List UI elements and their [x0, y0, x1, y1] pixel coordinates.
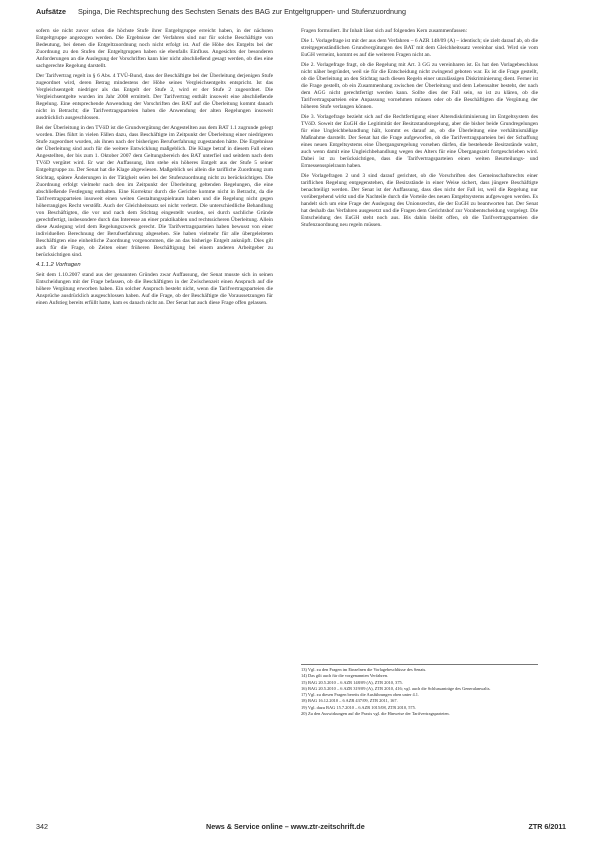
footnote: 15) BAG 20.5.2010 – 6 AZR 148/09 (A), ZTR 2010, 375. — [301, 679, 403, 685]
footnote: 13) Vgl. zu den Fragen im Einzelnen die Vorlagebeschlüsse des Senats. — [301, 667, 427, 672]
footnote: 19) Vgl. dazu BAG 15.7.2010 – 6 AZR 1015/08, ZTR 2010, 575. — [301, 704, 416, 710]
paragraph: Die 1. Vorlagefrage ist mit der aus dem Verfahren – 6 AZR 148/09 (A) – identisch; sie zielt darauf ab, ob die streitgegenständlichen Grundvergütungen des BAT mit dem Gleichheitssatz vereinbar sind. Wird sie vom EuGH verneint, kommt es auf die weiteren Fragen nicht an. — [301, 37, 538, 58]
footnote: 14) Das gilt auch für die vorgenannten Verfahren. — [301, 673, 389, 679]
left-column — [36, 28, 273, 310]
page-header — [36, 6, 566, 18]
paragraph: Der Tarifvertrag regelt in § 6 Abs. 4 TVÜ-Bund, dass der Beschäftigte bei der Überleitung derjenigen Stufe zugeordnet wird, deren Betrag mindestens der Höhe seines Vergleichsentgelts entspricht. Ist das Vergleichsentgelt niedriger als das Entgelt der Stufe 2, wird er der Stufe 2 zugeordnet. Die Vergleichsentgelte wurden im Jahr 2008 ermittelt. Der Tarifvertrag enthält insoweit eine abschließende Regelung. Eine entsprechende Anwendung der Vorschriften des BAT auf die Überleitung kommt danach nicht in Betracht; die Tarifvertragsparteien haben die Anwendung der alten Regelungen insoweit ausdrücklich ausgeschlossen. — [36, 73, 273, 122]
paragraph: Die Vorlagefragen 2 und 3 sind darauf gerichtet, ob die Vorschriften des Gemeinschaftsrechts einer tariflichen Regelung entgegenstehen, die Besitzstände in einer Weise sichert, dass jüngere Beschäftigte benachteiligt werden. Der Senat ist der Auffassung, dass dies nicht der Fall ist, weil die Regelung nur vorübergehend wirkt und die Nachteile durch die Vorteile des neuen Entgeltsystems aufgewogen werden. Es handelt sich um eine Frage der Auslegung des Unionsrechts, die der EuGH zu beantworten hat. Der Senat hat deshalb das Verfahren ausgesetzt und die Fragen dem Gerichtshof zur Vorabentscheidung vorgelegt. Die Entscheidung des EuGH steht noch aus. Bis dahin bleibt offen, ob die Tarifvertragsparteien die Stufenzuordnung neu regeln müssen. — [301, 173, 538, 229]
footnote: 17) Vgl. zu diesen Fragen bereits die Ausführungen oben unter 4.1. — [301, 692, 420, 698]
section-tag: Aufsätze — [36, 7, 66, 16]
right-column — [301, 28, 538, 232]
footer-source: News & Service online – www.ztr-zeitschrift.de — [206, 822, 365, 831]
running-title: Spinga, Die Rechtsprechung des Sechsten Senats des BAG zur Entgeltgruppen- und Stufenzuordnung — [77, 7, 407, 16]
page-number: 342 — [36, 822, 48, 831]
footnote: 16) BAG 20.5.2010 – 6 AZR 319/09 (A), ZTR 2010, 416; vgl. auch die Schlussanträge des Generalanwalts. — [301, 685, 491, 691]
footnotes — [301, 664, 538, 717]
section-heading: 4.1.1.2 Vorfragen — [36, 262, 81, 269]
footnote: 20) Zu den Auswirkungen auf die Praxis vgl. die Hinweise der Tarifvertragsparteien. — [301, 711, 450, 717]
paragraph: Die 3. Vorlagefrage bezieht sich auf die Rechtfertigung einer Altersdiskriminierung im Entgeltsystem des TVöD. Soweit der EuGH die Legitimität der Besitzstandsregelung, aber die bisher beide Grundregelungen für eine Ungleichbehandlung hält, kommt es darauf an, ob die Überleitung eine verhältnismäßige Maßnahme darstellt. Der Senat hat die Frage aufgeworfen, ob die Tarifvertragsparteien bei der Schaffung eines neuen Entgeltsystems eine Übergangsregelung vorsehen dürfen, die bestehende Besitzstände wahrt, auch wenn damit eine Ungleichbehandlung wegen des Alters für eine Übergangszeit fortgeschrieben wird. Dabei ist zu berücksichtigen, dass die Tarifvertragsparteien einen weiten Beurteilungs- und Ermessensspielraum haben. — [301, 113, 538, 170]
page-footer — [36, 822, 566, 832]
footnote: 18) BAG 16.12.2010 – 6 AZR 437/09, ZTR 2011, 167. — [301, 698, 398, 704]
paragraph: sofern sie nicht zuvor schon die höchste Stufe ihrer Entgeltgruppe erreicht haben, in der nächsten Entgeltgruppe angezogen werden. Die Ergebnisse der Verfahren sind nur für solche Beschäftigte von Bedeutung, bei denen die Entgeltzuordnung noch nicht erfolgt ist. Auf die Höhe des Entgelts bei der Zuordnung zu den Stufen der Entgeltgruppen haben sie ebenfalls Einfluss. Angesichts der besonderen Anforderungen an die Auslegung der Vorschriften kann hier nicht abschließend gesagt werden, ob dies eine sachgerechte Regelung darstellt. — [36, 28, 273, 70]
issue-label: ZTR 6/2011 — [528, 822, 566, 831]
paragraph: Seit dem 1.10.2007 stand aus der genannten Gründen zwar Auffassung, der Senat musste sich in seinen Entscheidungen mit der Frage befassen, ob die Beschäftigten in der Zwischenzeit einen Anspruch auf die höhere Vergütung erworben haben. Ein solcher Anspruch besteht nicht, wenn die Tarifvertragsparteien die Ansprüche ausdrücklich ausgeschlossen haben. Auf die Frage, ob der Beschäftigte die Voraussetzungen für einen Aufstieg bereits erfüllt hatte, kam es danach nicht an. Der Senat hat auch diese Frage offen gelassen. — [36, 272, 273, 307]
paragraph: Die 2. Vorlagefrage fragt, ob die Regelung mit Art. 3 GG zu vereinbaren ist. Es hat den Vorlagebeschluss nicht näher begründet, weil sie für die Entscheidung nicht zwingend geboten war. Es ist die Frage gestellt, ob die Überleitung an den Stichtag nach diesen Regeln einer unzulässigen Diskriminierung dient. Ferner ist die Frage gestellt, ob ein Zusammenhang zwischen der Überleitung und dem Lebensalter besteht, der nach dem AGG nicht gerechtfertigt werden kann. Sollte dies der Fall sein, so ist zu klären, ob die Tarifvertragsparteien eine Anpassung vornehmen müssen oder ob die Beschäftigten die Vergütung der höheren Stufe verlangen können. — [301, 61, 538, 111]
paragraph: Fragen formuliert. Ihr Inhalt lässt sich auf folgenden Kern zusammenfassen: — [301, 28, 468, 34]
paragraph: Bei der Überleitung in den TVöD ist die Grundvergütung der Angestellten aus dem BAT 1.1 zugrunde gelegt worden. Dies führt in vielen Fällen dazu, dass Beschäftigte im Zeitpunkt der Überleitung einer niedrigeren Stufe zugeordnet wurden, als ihnen nach der bisherigen Berufserfahrung zugestanden hätte. Die Ergebnisse der Überleitung sind auch für die weitere Entwicklung maßgeblich. Die Klage betraf in diesem Fall einen Angestellten, der bis zum 1. Oktober 2007 dem Geltungsbereich des BAT unterfiel und seitdem nach dem TVöD vergütet wird. Er war der Auffassung, ihm stehe ein höheres Entgelt aus der Stufe 5 seiner Entgeltgruppe zu. Der Senat hat die Klage abgewiesen. Maßgeblich sei allein die tarifliche Zuordnung zum Stichtag, spätere Änderungen in der Tätigkeit seien bei der Stufenzuordnung nicht zu berücksichtigen. Die Zuordnung erfolgt vielmehr nach den im Zeitpunkt der Überleitung geltenden Regelungen, die eine abschließende Festlegung enthalten. Eine Korrektur durch die Gerichte komme nicht in Betracht, da die Tarifvertragsparteien insoweit einen weiten Gestaltungsspielraum haben und die Regelung nicht gegen höherrangiges Recht verstößt. Auch der Gleichheitssatz sei nicht verletzt. Die unterschiedliche Behandlung von Beschäftigten, die vor und nach dem Stichtag eingestellt wurden, sei durch sachliche Gründe gerechtfertigt, insbesondere durch das Interesse an einer praktikablen und rechtssicheren Überleitung. Allein diese Auslegung wird dem Regelungszweck gerecht. Die Tarifvertragsparteien haben bewusst von einer individuellen Berechnung der Berufserfahrung abgesehen. Sie haben vielmehr für alle übergeleiteten Beschäftigten eine einheitliche Zuordnung vorgenommen, die an das bisherige Entgelt anknüpft. Dies gilt auch für die Frage, ob Zeiten einer früheren Beschäftigung bei einem anderen Arbeitgeber zu berücksichtigen sind. — [36, 125, 273, 259]
